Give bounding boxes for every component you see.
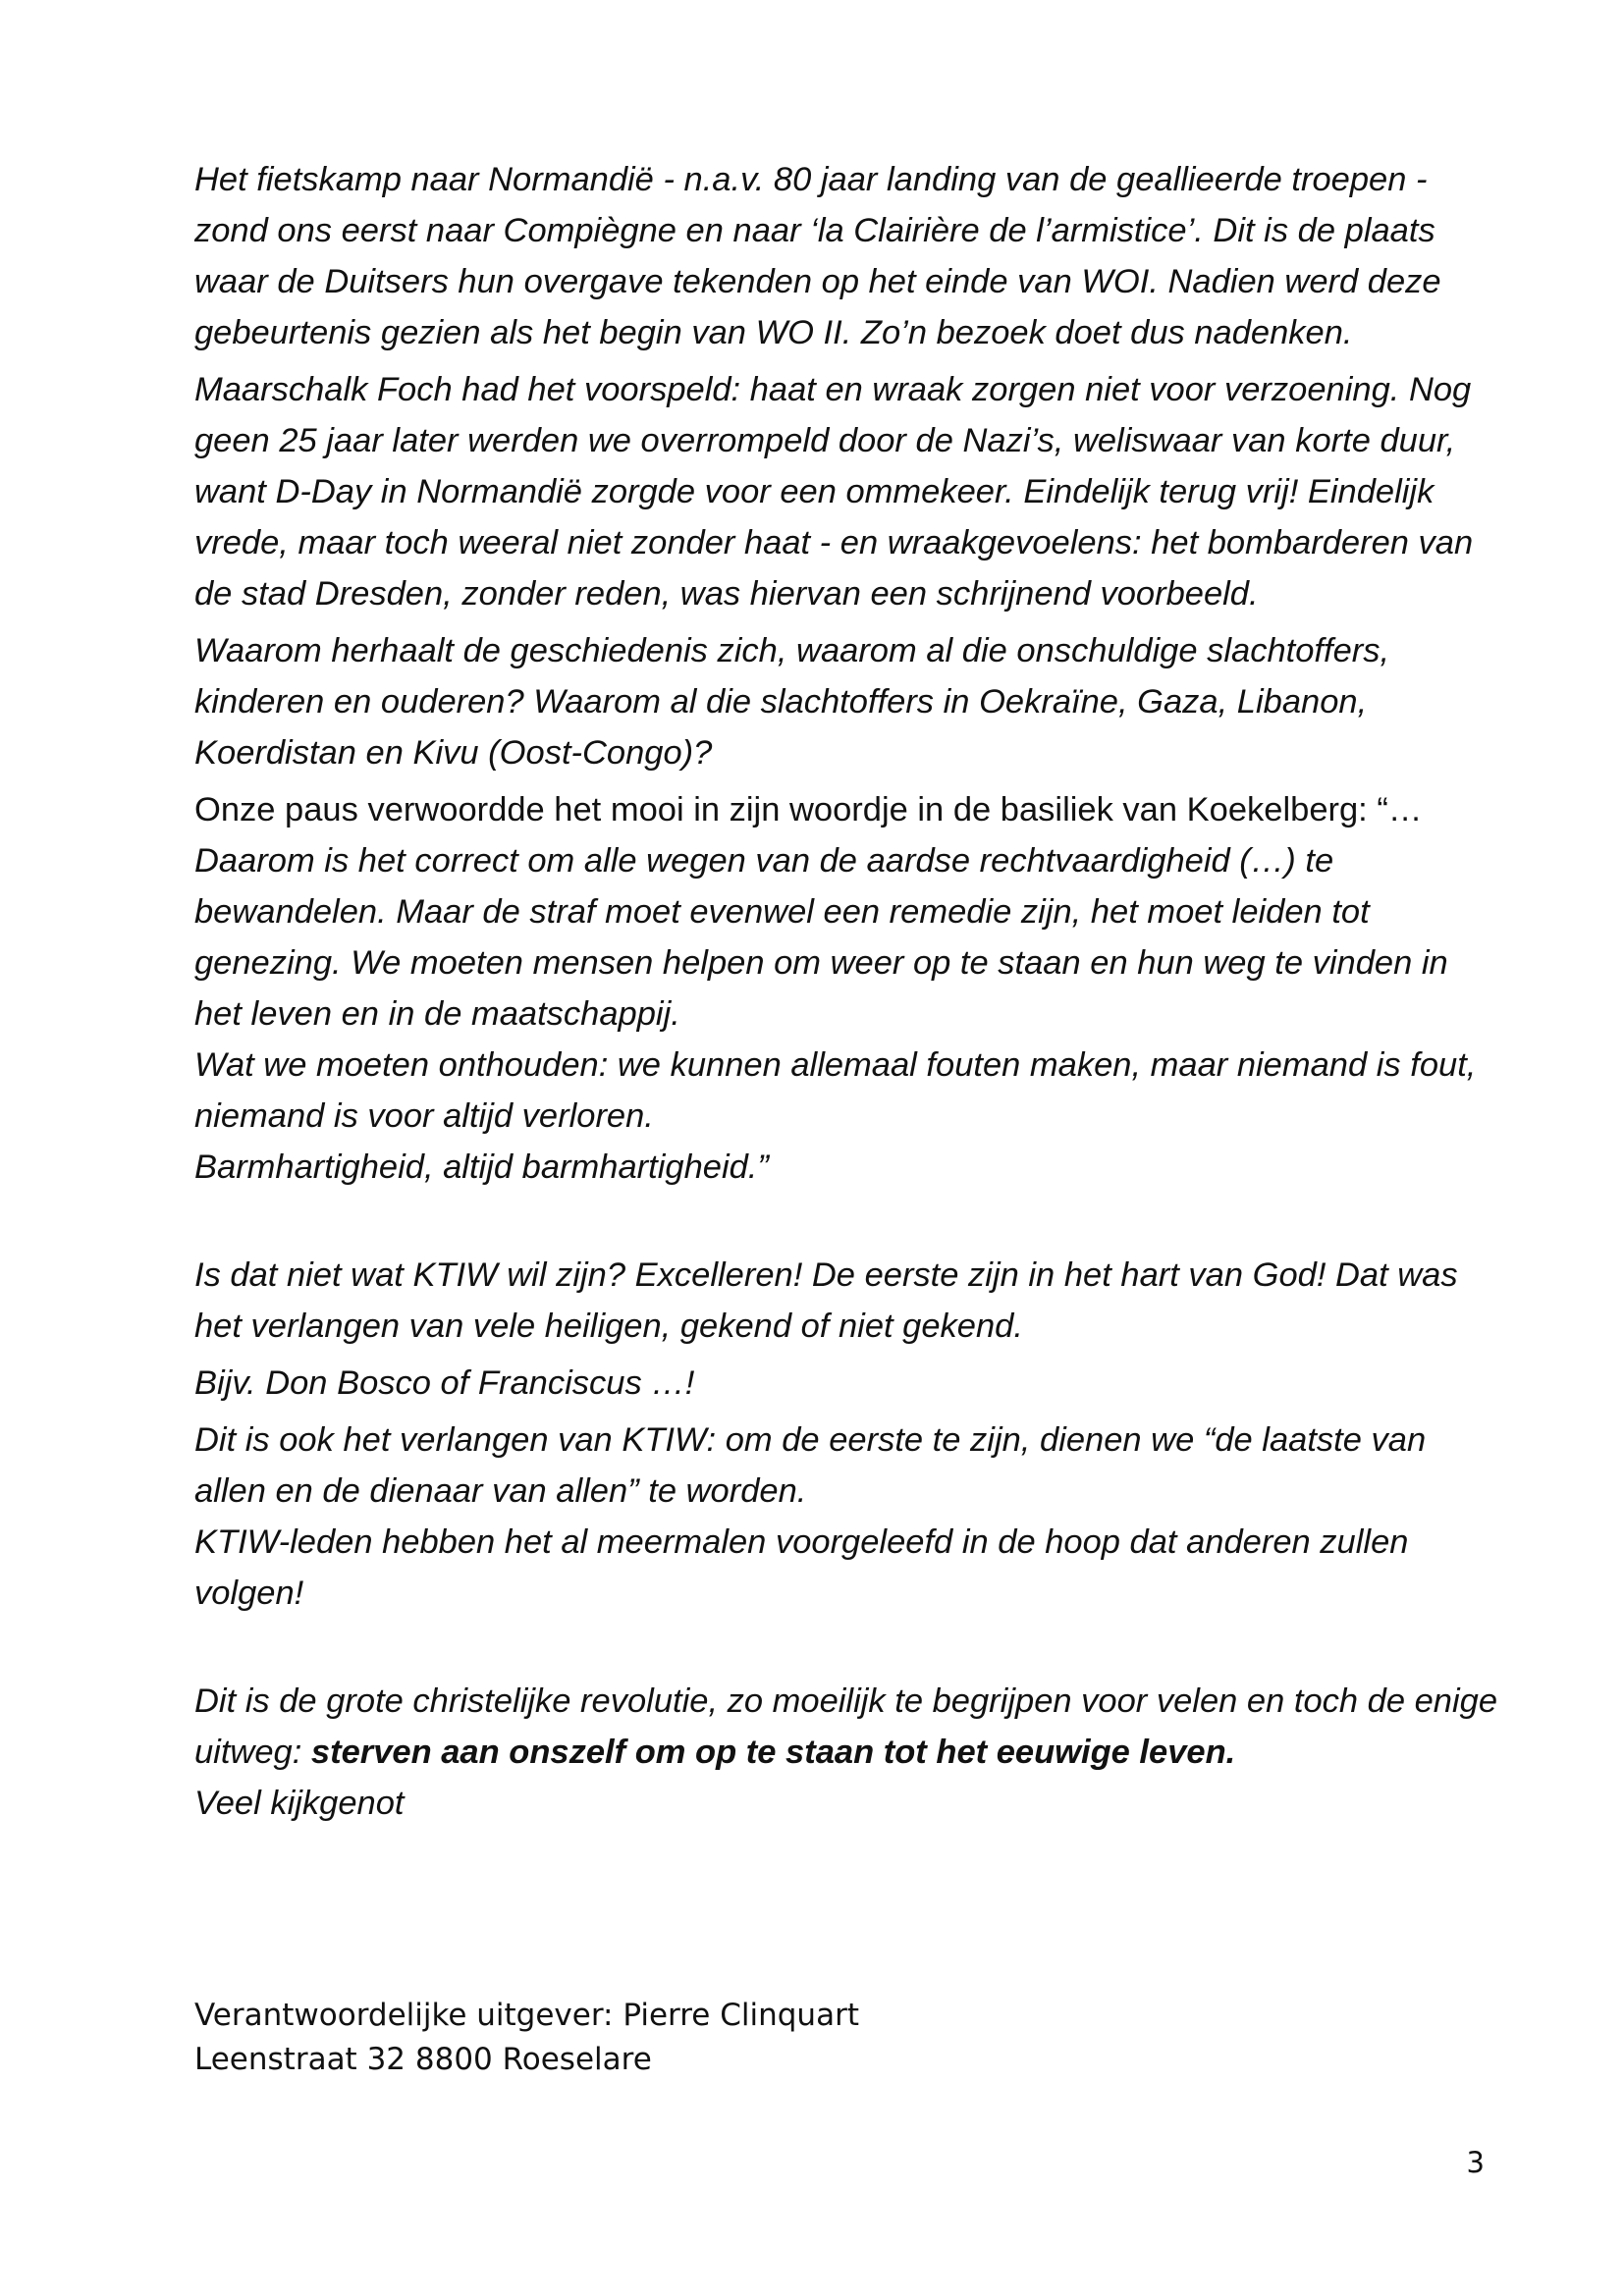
onthouden-line: Wat we moeten onthouden: we kunnen allemaal fouten maken, maar niemand is fout, niemand is voor altijd verloren. <box>194 1046 1477 1135</box>
paragraph-bijv: Bijv. Don Bosco of Franciscus …! <box>194 1364 695 1402</box>
paragraph-foch: Maarschalk Foch had het voorspeld: haat en wraak zorgen niet voor verzoening. Nog geen 25 jaar later werden we overrompeld door de Nazi’s, weliswaar van korte duur, want D-Day in Normandië zorgde voor een ommekeer. Eindelijk terug vrij! Eindelijk vrede, maar toch weeral niet zonder haat - en wraakgevoelens: het bombarderen van de stad Dresden, zonder reden, was hiervan een schrijnend voorbeeld. <box>194 371 1474 613</box>
address-line: Leenstraat 32 8800 Roeselare <box>194 2042 652 2077</box>
page-number: 3 <box>1466 2146 1485 2179</box>
paragraph-revolutie <box>194 1676 1500 1778</box>
revolutie-bold: sterven aan onszelf om op te staan tot het eeuwige leven. <box>310 1734 1236 1771</box>
paus-quote: Daarom is het correct om alle wegen van de aardse rechtvaardigheid (…) te bewandelen. Maar de straf moet evenwel een remedie zijn, het moet leiden tot genezing. We moeten mensen helpen om weer op te staan en hun weg te vinden in het leven en in de maatschappij. <box>194 842 1448 1033</box>
paragraph-ktiw: Is dat niet wat KTIW wil zijn? Excelleren! De eerste zijn in het hart van God! Dat was het verlangen van vele heiligen, gekend of niet gekend. <box>194 1256 1458 1345</box>
paragraph-waarom: Waarom herhaalt de geschiedenis zich, waarom al die onschuldige slachtoffers, kinderen en ouderen? Waarom al die slachtoffers in Oekraïne, Gaza, Libanon, Koerdistan en Kivu (Oost-Congo)? <box>194 632 1390 772</box>
paragraph-onthouden <box>194 1040 1500 1193</box>
paragraph-spacer-2 <box>194 1625 1500 1676</box>
paragraph-verlangen <box>194 1415 1500 1619</box>
verlangen-line: Dit is ook het verlangen van KTIW: om de eerste te zijn, dienen we “de laatste van allen en de dienaar van allen” te worden. <box>194 1421 1427 1510</box>
paragraph-fietskamp: Het fietskamp naar Normandië - n.a.v. 80 jaar landing van de geallieerde troepen - zond ons eerst naar Compiègne en naar ‘la Clairière de l’armistice’. Dit is de plaats waar de Duitsers hun overgave tekenden op het einde van WOI. Nadien werd deze gebeurtenis gezien als het begin van WO II. Zo’n bezoek doet dus nadenken. <box>194 161 1441 351</box>
ktiw-leden-line: KTIW-leden hebben het al meermalen voorgeleefd in de hoop dat anderen zullen volgen! <box>194 1523 1409 1612</box>
paragraph-spacer <box>194 1199 1500 1250</box>
barmhartigheid-line: Barmhartigheid, altijd barmhartigheid.” <box>194 1148 769 1186</box>
paragraph-paus <box>194 784 1500 1040</box>
paus-intro: Onze paus verwoordde het mooi in zijn woordje in de basiliek van Koekelberg: “… <box>194 791 1423 828</box>
publisher-line: Verantwoordelijke uitgever: Pierre Clinquart <box>194 1998 859 2033</box>
paragraph-kijkgenot: Veel kijkgenot <box>194 1785 405 1822</box>
document-body <box>194 154 1500 1835</box>
publisher-footer <box>194 1994 859 2082</box>
revolutie-text: Dit is de grote christelijke revolutie, zo moeilijk te begrijpen voor velen en toch de enige uitweg: <box>194 1682 1498 1771</box>
